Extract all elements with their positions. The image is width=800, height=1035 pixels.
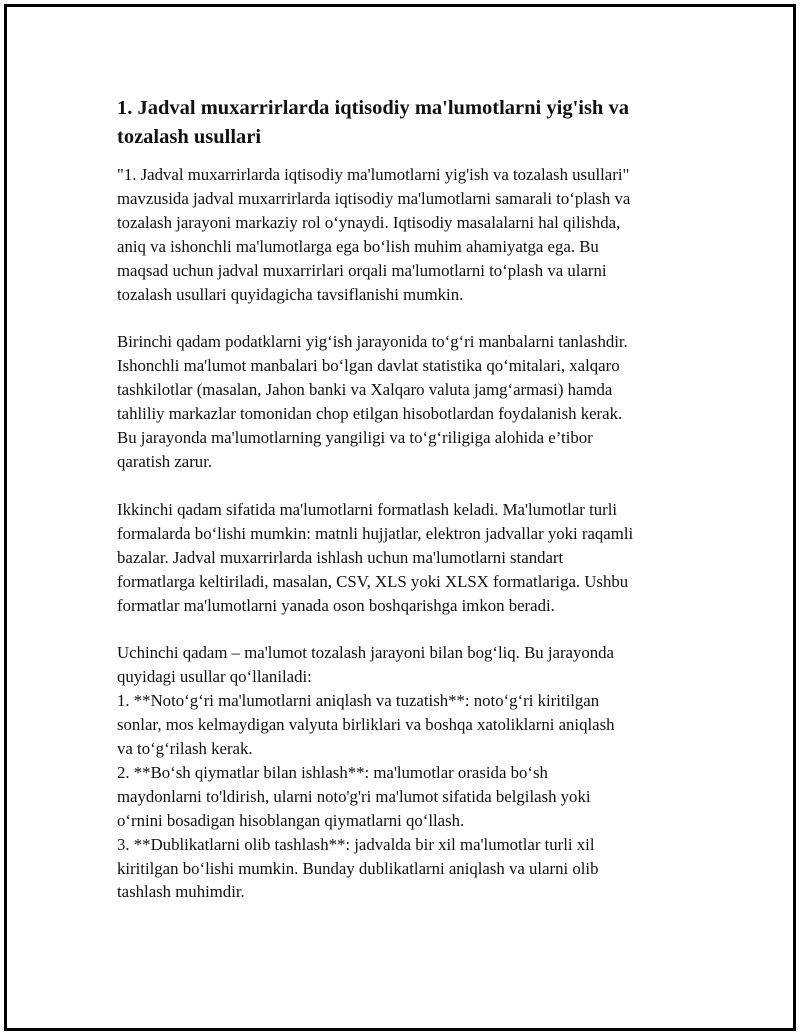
text-line: va to‘g‘rilash kerak.: [117, 739, 253, 759]
text-line: sonlar, mos kelmaydigan valyuta birliklari va boshqa xatoliklarni aniqlash: [117, 715, 615, 735]
heading-line: tozalash usullari: [117, 126, 262, 148]
text-line: quyidagi usullar qo‘llaniladi:: [117, 667, 312, 687]
text-line: tashlash muhimdir.: [117, 882, 245, 902]
text-line: maydonlarni to'ldirish, ularni noto'g'ri ma'lumot sifatida belgilash yoki: [117, 786, 591, 806]
text-line: formalarda bo‘lishi mumkin: matnli hujjatlar, elektron jadvallar yoki raqamli: [117, 523, 634, 543]
paragraph-step-three: [117, 641, 689, 904]
text-line: o‘rnini bosadigan hisoblangan qiymatlarni qo‘llash.: [117, 810, 465, 830]
text-line: maqsad uchun jadval muxarrirlari orqali ma'lumotlarni to‘plash va ularni: [117, 260, 607, 280]
document-heading: [117, 94, 689, 152]
text-line: tahliliy markazlar tomonidan chop etilgan hisobotlardan foydalanish kerak.: [117, 404, 623, 424]
text-line: mavzusida jadval muxarrirlarda iqtisodiy ma'lumotlarni samarali to‘plash va: [117, 188, 631, 208]
text-line: qaratish zarur.: [117, 451, 213, 471]
text-line: "1. Jadval muxarrirlarda iqtisodiy ma'lumotlarni yig'ish va tozalash usullari": [117, 165, 630, 184]
text-line: 3. **Dublikatlarni olib tashlash**: jadvalda bir xil ma'lumotlar turli xil: [117, 834, 595, 854]
paragraph-intro: [117, 163, 689, 306]
text-line: Ishonchli ma'lumot manbalari bo‘lgan davlat statistika qo‘mitalari, xalqaro: [117, 356, 620, 376]
text-line: formatlar ma'lumotlarni yanada oson boshqarishga imkon beradi.: [117, 595, 555, 615]
text-line: aniq va ishonchli ma'lumotlarga ega bo‘lish muhim ahamiyatga ega. Bu: [117, 236, 599, 256]
text-line: 2. **Bo‘sh qiymatlar bilan ishlash**: ma'lumotlar orasida bo‘sh: [117, 762, 548, 782]
text-line: kiritilgan bo‘lishi mumkin. Bunday dublikatlarni aniqlash va ularni olib: [117, 858, 599, 878]
paragraph-step-two: [117, 498, 689, 618]
text-line: bazalar. Jadval muxarrirlarda ishlash uchun ma'lumotlarni standart: [117, 547, 564, 567]
text-line: Bu jarayonda ma'lumotlarning yangiligi va to‘g‘riligiga alohida e’tibor: [117, 428, 593, 448]
text-line: tashkilotlar (masalan, Jahon banki va Xalqaro valuta jamg‘armasi) hamda: [117, 380, 613, 400]
text-line: Ikkinchi qadam sifatida ma'lumotlarni formatlash keladi. Ma'lumotlar turli: [117, 499, 618, 519]
text-line: formatlarga keltiriladi, masalan, CSV, XLS yoki XLSX formatlariga. Ushbu: [117, 571, 629, 591]
text-line: Birinchi qadam podatklarni yig‘ish jarayonida to‘g‘ri manbalarni tanlashdir.: [117, 332, 628, 352]
document-body: [117, 94, 689, 928]
text-line: Uchinchi qadam – ma'lumot tozalash jarayoni bilan bog‘liq. Bu jarayonda: [117, 643, 615, 663]
text-line: tozalash jarayoni markaziy rol o‘ynaydi. Iqtisodiy masalalarni hal qilishda,: [117, 212, 621, 232]
paragraph-step-one: [117, 330, 689, 473]
heading-line: 1. Jadval muxarrirlarda iqtisodiy ma'lumotlarni yig'ish va: [117, 97, 629, 119]
text-line: tozalash usullari quyidagicha tavsiflanishi mumkin.: [117, 284, 464, 304]
text-line: 1. **Noto‘g‘ri ma'lumotlarni aniqlash va tuzatish**: noto‘g‘ri kiritilgan: [117, 691, 600, 711]
